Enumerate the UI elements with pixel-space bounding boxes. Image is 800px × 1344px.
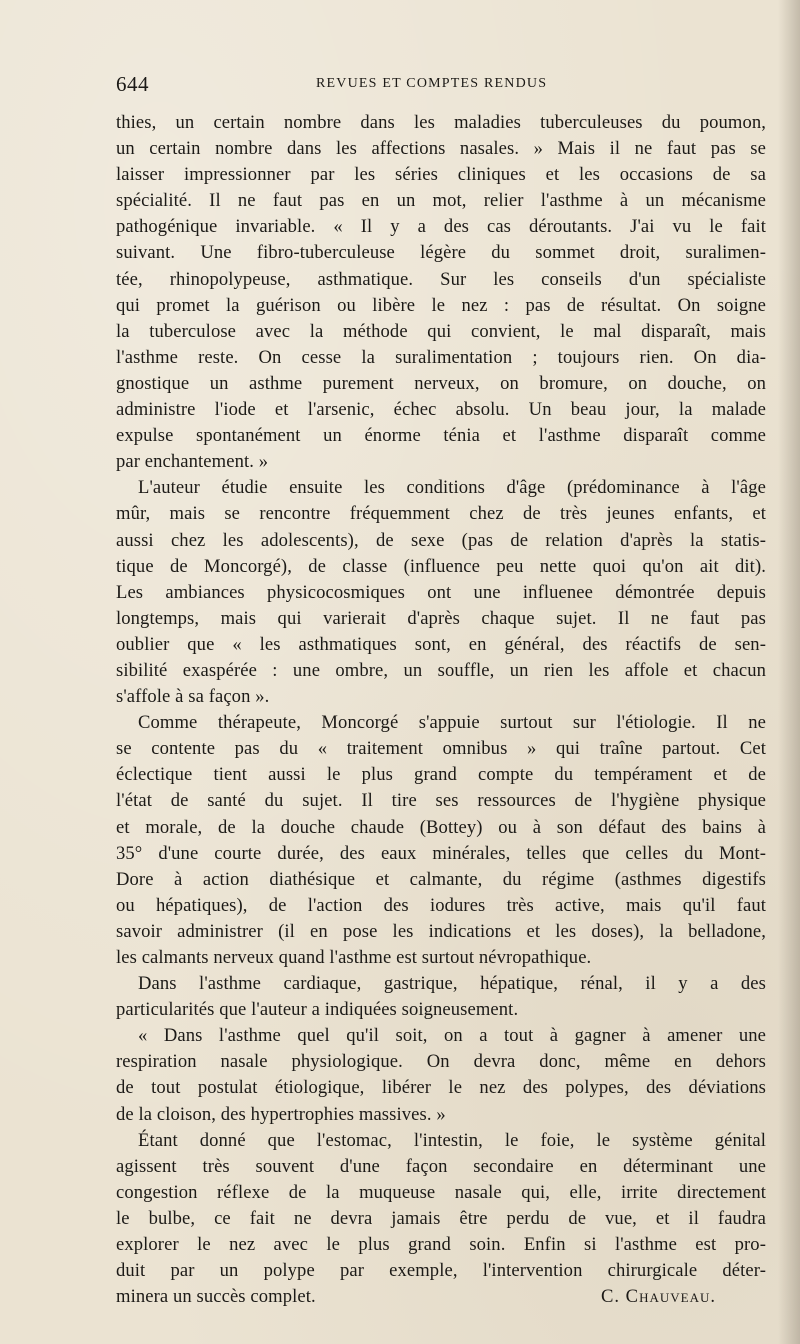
- page-number: 644: [116, 72, 149, 96]
- text-line: Dore à action diathésique et calmante, du régime (asthmes digestifs: [116, 868, 766, 890]
- text-line: le bulbe, ce fait ne devra jamais être perdu de vue, et il faudra: [116, 1207, 766, 1229]
- text-line: la tuberculose avec la méthode qui convient, le mal disparaît, mais: [116, 320, 766, 342]
- text-line: un certain nombre dans les affections nasales. » Mais il ne faut pas se: [116, 138, 766, 160]
- text-line: suivant. Une fibro-tuberculeuse légère du sommet droit, suralimen-: [116, 242, 766, 264]
- article-body: [116, 110, 766, 1310]
- text-line: longtemps, mais qui varierait d'après chaque sujet. Il ne faut pas: [116, 607, 766, 629]
- text-line: thies, un certain nombre dans les maladies tuberculeuses du poumon,: [116, 112, 766, 133]
- text-line: L'auteur étudie ensuite les conditions d'âge (prédominance à l'âge: [138, 477, 766, 499]
- text-line: de tout postulat étiologique, libérer le nez des polypes, des déviations: [116, 1077, 766, 1099]
- closing-line: [116, 1284, 766, 1310]
- text-line: l'état de santé du sujet. Il tire ses ressources de l'hygiène physique: [116, 790, 766, 812]
- text-line: se contente pas du « traitement omnibus » qui traîne partout. Cet: [116, 738, 766, 760]
- text-line: agissent très souvent d'une façon secondaire en déterminant une: [116, 1155, 766, 1177]
- text-line: respiration nasale physiologique. On devra donc, même en dehors: [116, 1051, 766, 1073]
- text-line: tique de Moncorgé), de classe (influence peu nette quoi qu'on ait dit).: [116, 555, 766, 577]
- text-line: les calmants nerveux quand l'asthme est surtout névropathique.: [116, 947, 592, 968]
- text-line: duit par un polype par exemple, l'intervention chirurgicale déter-: [116, 1260, 766, 1282]
- text-line: administre l'iode et l'arsenic, échec absolu. Un beau jour, la malade: [116, 399, 766, 421]
- text-line: oublier que « les asthmatiques sont, en général, des réactifs de sen-: [116, 633, 766, 655]
- text-line: savoir administrer (il en pose les indications et les doses), la belladone,: [116, 920, 766, 942]
- text-line: par enchantement. »: [116, 451, 269, 473]
- text-line: explorer le nez avec le plus grand soin. Enfin si l'asthme est pro-: [116, 1234, 766, 1256]
- text-line: sibilité exaspérée : une ombre, un souffle, un rien les affole et chacun: [116, 659, 766, 681]
- text-line: tée, rhinopolypeuse, asthmatique. Sur les conseils d'un spécialiste: [116, 268, 766, 290]
- text-line: congestion réflexe de la muqueuse nasale qui, elle, irrite directement: [116, 1181, 766, 1203]
- text-line: Dans l'asthme cardiaque, gastrique, hépatique, rénal, il y a des: [138, 973, 766, 995]
- text-line: éclectique tient aussi le plus grand compte du tempérament et de: [116, 764, 766, 786]
- text-line: et morale, de la douche chaude (Bottey) ou à son défaut des bains à: [116, 816, 766, 838]
- text-line: pathogénique invariable. « Il y a des cas déroutants. J'ai vu le fait: [116, 216, 766, 238]
- text-line: mûr, mais se rencontre fréquemment chez de très jeunes enfants, et: [116, 503, 766, 525]
- text-line: Étant donné que l'estomac, l'intestin, le foie, le système génital: [138, 1129, 766, 1151]
- closing-text: minera un succès complet.: [116, 1286, 316, 1308]
- page-edge-shadow: [778, 0, 800, 1344]
- author-signature: C. Chauveau.: [600, 1286, 716, 1308]
- running-title: REVUES ET COMPTES RENDUS: [316, 76, 548, 91]
- running-head: [116, 72, 756, 102]
- text-line: « Dans l'asthme quel qu'il soit, on a tout à gagner à amener une: [138, 1025, 766, 1047]
- text-line: qui promet la guérison ou libère le nez : pas de résultat. On soigne: [116, 294, 766, 316]
- text-line: ou hépatiques), de l'action des iodures très active, mais qu'il faut: [116, 894, 766, 916]
- text-line: spécialité. Il ne faut pas en un mot, relier l'asthme à un mécanisme: [116, 190, 766, 212]
- text-line: particularités que l'auteur a indiquées soigneusement.: [116, 999, 519, 1021]
- text-line: laisser impressionner par les séries cliniques et les occasions de sa: [116, 164, 766, 186]
- text-line: de la cloison, des hypertrophies massives. »: [116, 1103, 446, 1125]
- text-line: gnostique un asthme purement nerveux, on bromure, on douche, on: [116, 372, 766, 394]
- text-line: expulse spontanément un énorme ténia et l'asthme disparaît comme: [116, 425, 766, 447]
- text-line: Comme thérapeute, Moncorgé s'appuie surtout sur l'étiologie. Il ne: [138, 712, 766, 734]
- text-line: s'affole à sa façon ».: [116, 686, 270, 708]
- text-line: 35° d'une courte durée, des eaux minérales, telles que celles du Mont-: [116, 842, 766, 864]
- text-line: l'asthme reste. On cesse la suralimentation ; toujours rien. On dia-: [116, 346, 766, 368]
- text-line: aussi chez les adolescents), de sexe (pas de relation d'après la statis-: [116, 529, 766, 551]
- text-line: Les ambiances physicocosmiques ont une influenee démontrée depuis: [116, 581, 766, 603]
